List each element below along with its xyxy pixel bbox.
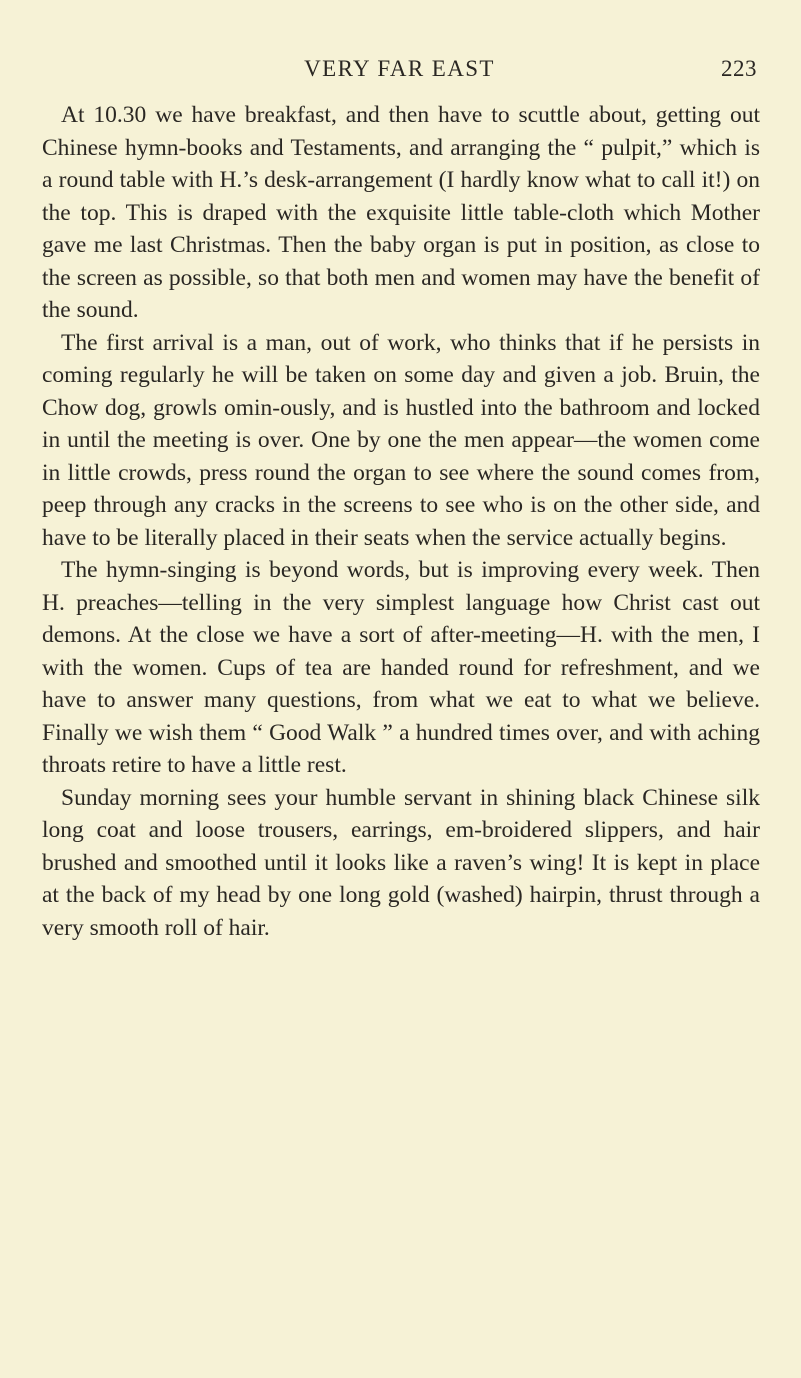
page-number: 223 [721,56,757,81]
running-head [42,56,757,86]
paragraph-first-arrival: The first arrival is a man, out of work, who thinks that if he persists in coming regularly he will be taken on some day and given a job. Bruin, the Chow dog, growls omin-ously, and is hustled into the bathroom and locked in until the meeting is over. One by one the men appear—the women come in little crowds, press round the organ to see where the sound comes from, peep through any cracks in the screens to see who is on the other side, and have to be literally placed in their seats when the service actually begins. [42,329,760,551]
running-title: VERY FAR EAST [304,56,495,81]
body-text [42,99,760,944]
paragraph-sunday-morning: Sunday morning sees your humble servant in shining black Chinese silk long coat and loose trousers, earrings, em-broidered slippers, and hair brushed and smoothed until it looks like a raven’s wing! It is kept in place at the back of my head by one long gold (washed) hairpin, thrust through a very smooth roll of hair. [42,784,760,941]
paragraph-breakfast: At 10.30 we have breakfast, and then have to scuttle about, getting out Chinese hymn-books and Testaments, and arranging the “ pulpit,” which is a round table with H.’s desk-arrangement (I hardly know what to call it!) on the top. This is draped with the exquisite little table-cloth which Mother gave me last Christmas. Then the baby organ is put in position, as close to the screen as possible, so that both men and women may have the benefit of the sound. [42,102,760,323]
paragraph-hymn-singing: The hymn-singing is beyond words, but is improving every week. Then H. preaches—telling in the very simplest language how Christ cast out demons. At the close we have a sort of after-meeting—H. with the men, I with the women. Cups of tea are handed round for refreshment, and we have to answer many questions, from what we eat to what we believe. Finally we wish them “ Good Walk ” a hundred times over, and with aching throats retire to have a little rest. [42,557,760,778]
